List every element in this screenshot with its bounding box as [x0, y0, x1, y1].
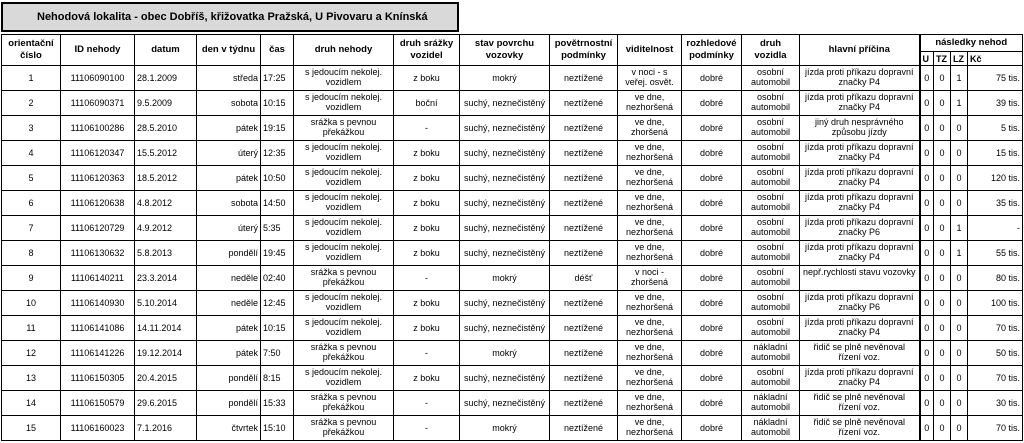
table-row	[2, 116, 1023, 141]
cell-u: 0	[920, 91, 934, 116]
cell-rozhled: dobré	[682, 266, 742, 291]
cell-lz: 0	[951, 141, 968, 166]
cell-druh-vozidla: osobní automobil	[742, 266, 800, 291]
cell-povetrnost: neztížené	[550, 141, 618, 166]
cell-tz: 0	[934, 216, 951, 241]
cell-povetrnost: neztížené	[550, 391, 618, 416]
cell-druh-nehody: s jedoucím nekolej. vozidlem	[294, 191, 394, 216]
cell-datum: 15.5.2012	[135, 141, 197, 166]
header-druh-nehody: druh nehody	[294, 35, 394, 66]
cell-viditelnost: v noci - s veřej. osvět.	[618, 66, 682, 91]
cell-lz: 1	[951, 216, 968, 241]
cell-lz: 0	[951, 416, 968, 441]
header-u: U	[920, 52, 934, 66]
cell-pricina: jízda proti příkazu dopravní značky P4	[800, 241, 920, 266]
cell-den: pátek	[197, 316, 261, 341]
cell-datum: 18.5.2012	[135, 166, 197, 191]
cell-lz: 1	[951, 66, 968, 91]
header-nasledky: následky nehod	[920, 35, 1023, 52]
cell-cas: 19:45	[261, 241, 294, 266]
cell-orient: 15	[2, 416, 61, 441]
cell-cas: 10:15	[261, 316, 294, 341]
cell-datum: 28.5.2010	[135, 116, 197, 141]
cell-den: pátek	[197, 166, 261, 191]
cell-povetrnost: neztížené	[550, 191, 618, 216]
cell-tz: 0	[934, 241, 951, 266]
cell-datum: 20.4.2015	[135, 366, 197, 391]
cell-den: pondělí	[197, 391, 261, 416]
cell-pricina: jízda proti příkazu dopravní značky P4	[800, 316, 920, 341]
cell-rozhled: dobré	[682, 391, 742, 416]
cell-povrch: suchý, neznečistěný	[460, 316, 550, 341]
cell-rozhled: dobré	[682, 166, 742, 191]
cell-viditelnost: ve dne, nezhoršená	[618, 341, 682, 366]
cell-povetrnost: neztížené	[550, 366, 618, 391]
cell-tz: 0	[934, 116, 951, 141]
cell-id: 11106140930	[61, 291, 135, 316]
cell-lz: 0	[951, 291, 968, 316]
cell-id: 11106160023	[61, 416, 135, 441]
cell-viditelnost: ve dne, nezhoršená	[618, 241, 682, 266]
cell-povetrnost: neztížené	[550, 416, 618, 441]
cell-druh-srazky: z boku	[394, 366, 460, 391]
cell-orient: 12	[2, 341, 61, 366]
cell-u: 0	[920, 216, 934, 241]
cell-u: 0	[920, 141, 934, 166]
cell-druh-srazky: boční	[394, 91, 460, 116]
table-row	[2, 366, 1023, 391]
cell-druh-srazky: z boku	[394, 141, 460, 166]
cell-den: sobota	[197, 91, 261, 116]
cell-u: 0	[920, 291, 934, 316]
header-druh-srazky: druh srážky vozidel	[394, 35, 460, 66]
cell-datum: 29.6.2015	[135, 391, 197, 416]
cell-lz: 0	[951, 391, 968, 416]
cell-id: 11106090371	[61, 91, 135, 116]
cell-rozhled: dobré	[682, 341, 742, 366]
cell-id: 11106120729	[61, 216, 135, 241]
cell-druh-vozidla: osobní automobil	[742, 166, 800, 191]
cell-viditelnost: ve dne, nezhoršená	[618, 216, 682, 241]
cell-druh-vozidla: osobní automobil	[742, 66, 800, 91]
cell-druh-vozidla: osobní automobil	[742, 216, 800, 241]
cell-rozhled: dobré	[682, 66, 742, 91]
cell-kc: 35 tis.	[968, 191, 1023, 216]
table-row	[2, 316, 1023, 341]
cell-cas: 17:25	[261, 66, 294, 91]
cell-orient: 14	[2, 391, 61, 416]
header-povetrnost: povětrnostní podmínky	[550, 35, 618, 66]
cell-kc: 55 tis.	[968, 241, 1023, 266]
cell-druh-srazky: z boku	[394, 316, 460, 341]
cell-id: 11106120363	[61, 166, 135, 191]
cell-povrch: mokrý	[460, 416, 550, 441]
cell-orient: 4	[2, 141, 61, 166]
cell-lz: 0	[951, 166, 968, 191]
cell-rozhled: dobré	[682, 141, 742, 166]
table-row	[2, 291, 1023, 316]
cell-den: středa	[197, 66, 261, 91]
cell-druh-vozidla: osobní automobil	[742, 291, 800, 316]
cell-id: 11106150579	[61, 391, 135, 416]
cell-rozhled: dobré	[682, 116, 742, 141]
cell-kc: 30 tis.	[968, 391, 1023, 416]
table-row	[2, 91, 1023, 116]
cell-druh-nehody: srážka s pevnou překážkou	[294, 341, 394, 366]
cell-id: 11106090100	[61, 66, 135, 91]
cell-rozhled: dobré	[682, 191, 742, 216]
cell-viditelnost: v noci - zhoršená	[618, 266, 682, 291]
header-druh-vozidla: druh vozidla	[742, 35, 800, 66]
cell-den: pátek	[197, 341, 261, 366]
cell-u: 0	[920, 116, 934, 141]
cell-pricina: řidič se plně nevěnoval řízení voz.	[800, 341, 920, 366]
cell-povrch: suchý, neznečistěný	[460, 241, 550, 266]
cell-kc: 5 tis.	[968, 116, 1023, 141]
cell-kc: 75 tis.	[968, 66, 1023, 91]
cell-kc: 15 tis.	[968, 141, 1023, 166]
cell-den: neděle	[197, 266, 261, 291]
cell-u: 0	[920, 191, 934, 216]
header-id: ID nehody	[61, 35, 135, 66]
header-tz: TZ	[934, 52, 951, 66]
cell-orient: 8	[2, 241, 61, 266]
cell-lz: 0	[951, 191, 968, 216]
cell-den: pondělí	[197, 366, 261, 391]
cell-viditelnost: ve dne, nezhoršená	[618, 391, 682, 416]
cell-povrch: suchý, neznečistěný	[460, 391, 550, 416]
cell-druh-vozidla: osobní automobil	[742, 191, 800, 216]
cell-tz: 0	[934, 366, 951, 391]
cell-orient: 1	[2, 66, 61, 91]
cell-datum: 4.8.2012	[135, 191, 197, 216]
cell-druh-vozidla: osobní automobil	[742, 316, 800, 341]
cell-povrch: mokrý	[460, 341, 550, 366]
accident-table	[1, 34, 1023, 441]
header-kc: Kč	[968, 52, 1023, 66]
cell-orient: 5	[2, 166, 61, 191]
cell-id: 11106130632	[61, 241, 135, 266]
header-povrch: stav povrchu vozovky	[460, 35, 550, 66]
cell-povrch: mokrý	[460, 266, 550, 291]
cell-datum: 9.5.2009	[135, 91, 197, 116]
cell-u: 0	[920, 391, 934, 416]
header-datum: datum	[135, 35, 197, 66]
cell-druh-nehody: s jedoucím nekolej. vozidlem	[294, 291, 394, 316]
cell-orient: 2	[2, 91, 61, 116]
cell-povetrnost: neztížené	[550, 91, 618, 116]
cell-cas: 8:15	[261, 366, 294, 391]
cell-u: 0	[920, 166, 934, 191]
cell-datum: 5.8.2013	[135, 241, 197, 266]
cell-druh-nehody: s jedoucím nekolej. vozidlem	[294, 166, 394, 191]
cell-id: 11106141086	[61, 316, 135, 341]
cell-orient: 11	[2, 316, 61, 341]
cell-viditelnost: ve dne, nezhoršená	[618, 91, 682, 116]
cell-kc: 70 tis.	[968, 316, 1023, 341]
cell-viditelnost: ve dne, nezhoršená	[618, 416, 682, 441]
cell-den: neděle	[197, 291, 261, 316]
cell-povetrnost: neztížené	[550, 66, 618, 91]
cell-druh-srazky: -	[394, 341, 460, 366]
cell-povetrnost: neztížené	[550, 116, 618, 141]
cell-povrch: suchý, neznečistěný	[460, 216, 550, 241]
cell-pricina: jízda proti příkazu dopravní značky P4	[800, 66, 920, 91]
cell-viditelnost: ve dne, nezhoršená	[618, 166, 682, 191]
cell-povetrnost: neztížené	[550, 216, 618, 241]
cell-tz: 0	[934, 166, 951, 191]
cell-orient: 13	[2, 366, 61, 391]
cell-pricina: jízda proti příkazu dopravní značky P4	[800, 91, 920, 116]
cell-pricina: jiný druh nesprávného způsobu jízdy	[800, 116, 920, 141]
cell-druh-srazky: -	[394, 266, 460, 291]
cell-orient: 9	[2, 266, 61, 291]
cell-povetrnost: neztížené	[550, 341, 618, 366]
cell-pricina: jízda proti příkazu dopravní značky P4	[800, 366, 920, 391]
cell-druh-vozidla: osobní automobil	[742, 116, 800, 141]
cell-druh-nehody: s jedoucím nekolej. vozidlem	[294, 141, 394, 166]
cell-druh-srazky: z boku	[394, 191, 460, 216]
cell-u: 0	[920, 341, 934, 366]
header-lz: LZ	[951, 52, 968, 66]
cell-id: 11106150305	[61, 366, 135, 391]
table-row	[2, 416, 1023, 441]
cell-kc: 50 tis.	[968, 341, 1023, 366]
cell-pricina: řidič se plně nevěnoval řízení voz.	[800, 391, 920, 416]
cell-tz: 0	[934, 341, 951, 366]
cell-cas: 7:50	[261, 341, 294, 366]
cell-kc: 39 tis.	[968, 91, 1023, 116]
cell-pricina: jízda proti příkazu dopravní značky P4	[800, 191, 920, 216]
table-row	[2, 141, 1023, 166]
cell-lz: 0	[951, 266, 968, 291]
cell-povrch: suchý, neznečistěný	[460, 141, 550, 166]
cell-orient: 3	[2, 116, 61, 141]
cell-id: 11106140211	[61, 266, 135, 291]
cell-id: 11106120638	[61, 191, 135, 216]
cell-cas: 12:45	[261, 291, 294, 316]
cell-druh-nehody: srážka s pevnou překážkou	[294, 266, 394, 291]
cell-druh-nehody: s jedoucím nekolej. vozidlem	[294, 91, 394, 116]
cell-druh-vozidla: osobní automobil	[742, 241, 800, 266]
table-row	[2, 191, 1023, 216]
cell-povrch: suchý, neznečistěný	[460, 191, 550, 216]
cell-lz: 1	[951, 241, 968, 266]
header-den: den v týdnu	[197, 35, 261, 66]
cell-cas: 10:50	[261, 166, 294, 191]
cell-druh-nehody: s jedoucím nekolej. vozidlem	[294, 316, 394, 341]
cell-id: 11106100286	[61, 116, 135, 141]
cell-u: 0	[920, 66, 934, 91]
cell-orient: 7	[2, 216, 61, 241]
cell-tz: 0	[934, 91, 951, 116]
cell-cas: 15:10	[261, 416, 294, 441]
cell-druh-srazky: z boku	[394, 291, 460, 316]
cell-povrch: mokrý	[460, 66, 550, 91]
cell-den: úterý	[197, 216, 261, 241]
cell-cas: 12:35	[261, 141, 294, 166]
cell-rozhled: dobré	[682, 316, 742, 341]
table-row	[2, 241, 1023, 266]
cell-povrch: suchý, neznečistěný	[460, 166, 550, 191]
cell-druh-vozidla: osobní automobil	[742, 366, 800, 391]
cell-kc: 70 tis.	[968, 416, 1023, 441]
cell-lz: 0	[951, 316, 968, 341]
cell-rozhled: dobré	[682, 241, 742, 266]
cell-pricina: jízda proti příkazu dopravní značky P6	[800, 216, 920, 241]
cell-tz: 0	[934, 316, 951, 341]
cell-druh-nehody: s jedoucím nekolej. vozidlem	[294, 241, 394, 266]
cell-den: úterý	[197, 141, 261, 166]
cell-druh-vozidla: nákladní automobil	[742, 416, 800, 441]
cell-u: 0	[920, 266, 934, 291]
cell-orient: 6	[2, 191, 61, 216]
header-pricina: hlavní příčina	[800, 35, 920, 66]
cell-den: čtvrtek	[197, 416, 261, 441]
cell-datum: 19.12.2014	[135, 341, 197, 366]
cell-tz: 0	[934, 391, 951, 416]
cell-lz: 1	[951, 91, 968, 116]
cell-druh-vozidla: osobní automobil	[742, 141, 800, 166]
cell-viditelnost: ve dne, zhoršená	[618, 116, 682, 141]
cell-kc: -	[968, 216, 1023, 241]
cell-povrch: suchý, neznečistěný	[460, 366, 550, 391]
cell-tz: 0	[934, 266, 951, 291]
table-title: Nehodová lokalita - obec Dobříš, křižovatka Pražská, U Pivovaru a Knínská	[1, 2, 459, 32]
cell-datum: 7.1.2016	[135, 416, 197, 441]
cell-druh-srazky: z boku	[394, 166, 460, 191]
cell-druh-srazky: z boku	[394, 241, 460, 266]
cell-pricina: jízda proti příkazu dopravní značky P6	[800, 291, 920, 316]
cell-viditelnost: ve dne, nezhoršená	[618, 316, 682, 341]
cell-lz: 0	[951, 341, 968, 366]
cell-druh-srazky: -	[394, 391, 460, 416]
cell-datum: 4.9.2012	[135, 216, 197, 241]
table-row	[2, 166, 1023, 191]
cell-povetrnost: neztížené	[550, 241, 618, 266]
cell-povrch: suchý, neznečistěný	[460, 91, 550, 116]
table-row	[2, 216, 1023, 241]
cell-datum: 5.10.2014	[135, 291, 197, 316]
cell-druh-vozidla: nákladní automobil	[742, 341, 800, 366]
cell-cas: 14:50	[261, 191, 294, 216]
cell-rozhled: dobré	[682, 291, 742, 316]
cell-den: sobota	[197, 191, 261, 216]
header-row	[2, 35, 1023, 52]
cell-lz: 0	[951, 116, 968, 141]
cell-rozhled: dobré	[682, 366, 742, 391]
cell-den: pondělí	[197, 241, 261, 266]
cell-orient: 10	[2, 291, 61, 316]
cell-kc: 100 tis.	[968, 291, 1023, 316]
cell-datum: 23.3.2014	[135, 266, 197, 291]
cell-viditelnost: ve dne, nezhoršená	[618, 141, 682, 166]
cell-povetrnost: neztížené	[550, 166, 618, 191]
cell-cas: 15:33	[261, 391, 294, 416]
cell-druh-nehody: srážka s pevnou překážkou	[294, 416, 394, 441]
cell-kc: 70 tis.	[968, 366, 1023, 391]
table-row	[2, 341, 1023, 366]
header-cas: čas	[261, 35, 294, 66]
cell-cas: 19:15	[261, 116, 294, 141]
cell-tz: 0	[934, 66, 951, 91]
header-viditelnost: viditelnost	[618, 35, 682, 66]
cell-viditelnost: ve dne, nezhoršená	[618, 191, 682, 216]
cell-u: 0	[920, 316, 934, 341]
table-row	[2, 391, 1023, 416]
cell-cas: 02:40	[261, 266, 294, 291]
cell-viditelnost: ve dne, nezhoršená	[618, 366, 682, 391]
cell-povetrnost: neztížené	[550, 316, 618, 341]
cell-povrch: suchý, neznečistěný	[460, 116, 550, 141]
cell-kc: 120 tis.	[968, 166, 1023, 191]
cell-cas: 10:15	[261, 91, 294, 116]
cell-pricina: nepř.rychlosti stavu vozovky	[800, 266, 920, 291]
cell-druh-srazky: -	[394, 416, 460, 441]
cell-u: 0	[920, 416, 934, 441]
cell-u: 0	[920, 241, 934, 266]
cell-rozhled: dobré	[682, 416, 742, 441]
cell-viditelnost: ve dne, nezhoršená	[618, 291, 682, 316]
cell-povetrnost: neztížené	[550, 291, 618, 316]
cell-povrch: suchý, neznečistěný	[460, 291, 550, 316]
cell-cas: 5:35	[261, 216, 294, 241]
cell-povetrnost: déšť	[550, 266, 618, 291]
cell-datum: 28.1.2009	[135, 66, 197, 91]
cell-druh-srazky: -	[394, 116, 460, 141]
cell-datum: 14.11.2014	[135, 316, 197, 341]
cell-tz: 0	[934, 291, 951, 316]
cell-pricina: jízda proti příkazu dopravní značky P4	[800, 141, 920, 166]
cell-druh-srazky: z boku	[394, 66, 460, 91]
cell-den: pátek	[197, 116, 261, 141]
cell-druh-nehody: srážka s pevnou překážkou	[294, 116, 394, 141]
cell-druh-vozidla: osobní automobil	[742, 91, 800, 116]
cell-id: 11106141226	[61, 341, 135, 366]
header-orient: orientační číslo	[2, 35, 61, 66]
cell-pricina: řidič se plně nevěnoval řízení voz.	[800, 416, 920, 441]
cell-u: 0	[920, 366, 934, 391]
cell-druh-nehody: srážka s pevnou překážkou	[294, 391, 394, 416]
header-rozhled: rozhledové podmínky	[682, 35, 742, 66]
cell-pricina: jízda proti příkazu dopravní značky P4	[800, 166, 920, 191]
cell-tz: 0	[934, 191, 951, 216]
cell-rozhled: dobré	[682, 91, 742, 116]
cell-druh-srazky: z boku	[394, 216, 460, 241]
table-row	[2, 266, 1023, 291]
cell-druh-vozidla: nákladní automobil	[742, 391, 800, 416]
cell-druh-nehody: s jedoucím nekolej. vozidlem	[294, 216, 394, 241]
cell-rozhled: dobré	[682, 216, 742, 241]
cell-id: 11106120347	[61, 141, 135, 166]
table-row	[2, 66, 1023, 91]
cell-tz: 0	[934, 141, 951, 166]
cell-lz: 0	[951, 366, 968, 391]
cell-druh-nehody: s jedoucím nekolej. vozidlem	[294, 66, 394, 91]
cell-kc: 80 tis.	[968, 266, 1023, 291]
cell-druh-nehody: s jedoucím nekolej. vozidlem	[294, 366, 394, 391]
cell-tz: 0	[934, 416, 951, 441]
